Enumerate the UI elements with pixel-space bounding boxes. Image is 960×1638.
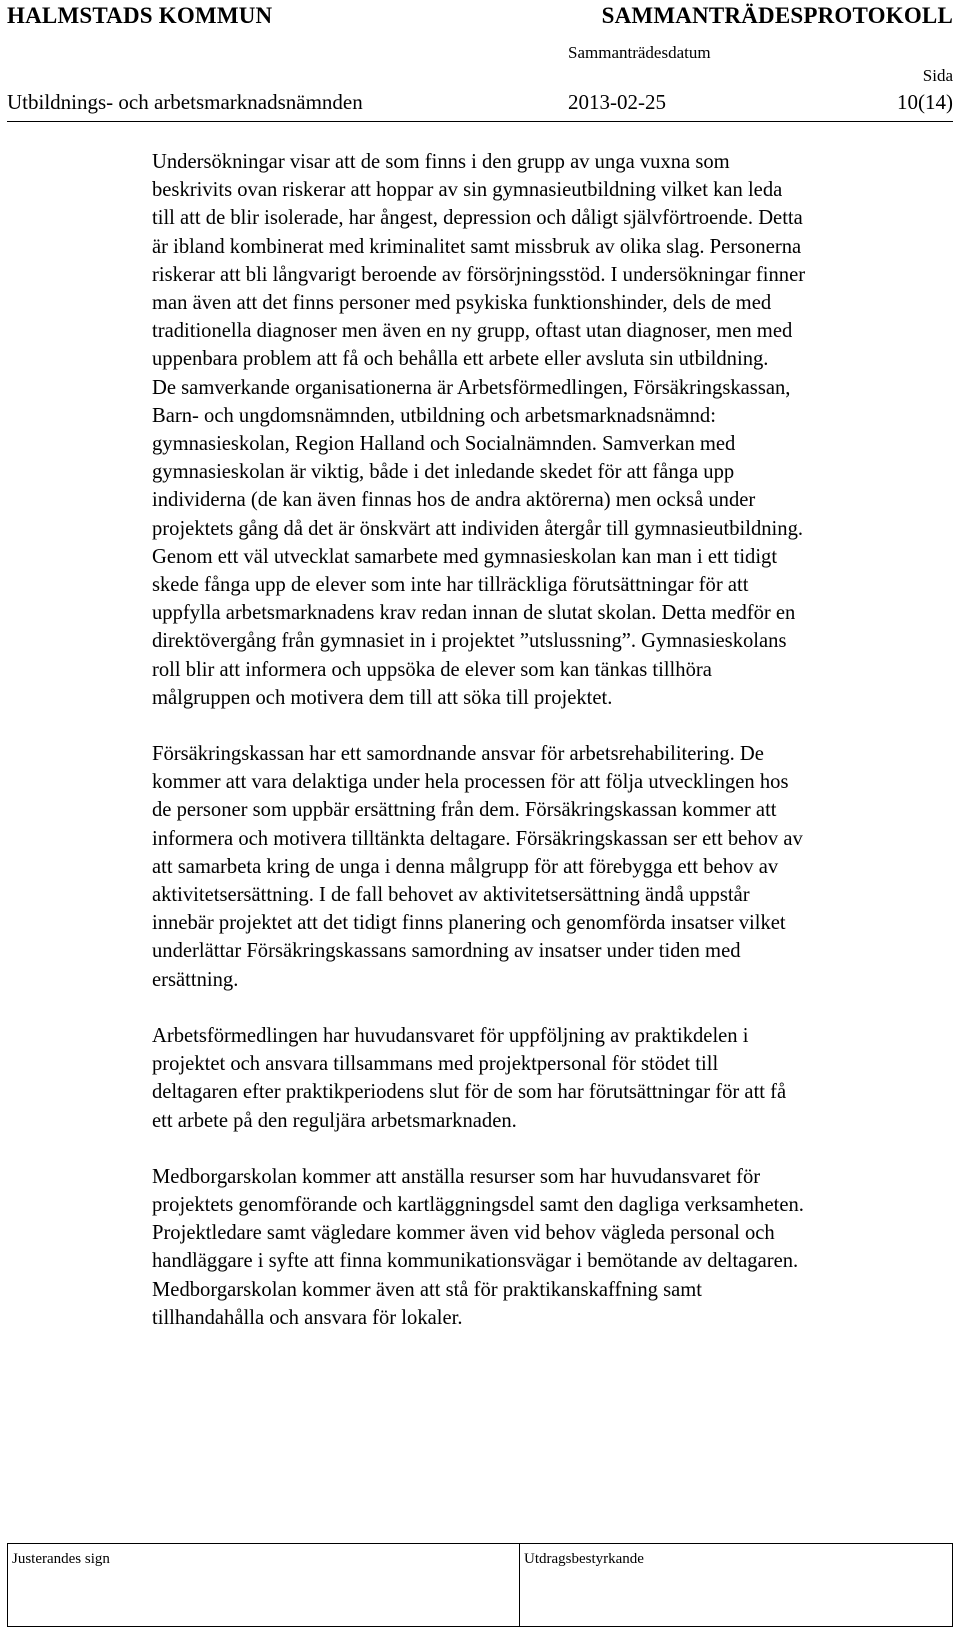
page-label: Sida <box>922 66 953 85</box>
text-line: Försäkringskassan har ett samordnande ansvar för arbetsrehabilitering. De <box>152 743 764 766</box>
text-line: ett arbete på den reguljära arbetsmarknaden. <box>152 1109 517 1132</box>
page-number: 10(14) <box>897 90 953 114</box>
paragraph-3 <box>152 1022 952 1135</box>
text-line: kommer att vara delaktiga under hela processen för att följa utvecklingen hos <box>152 771 789 794</box>
extract-certification-box <box>520 1543 953 1627</box>
text-line: Medborgarskolan kommer att anställa resurser som har huvudansvaret för <box>152 1165 761 1188</box>
text-line: Undersökningar visar att de som finns i den grupp av unga vuxna som <box>152 151 730 173</box>
meeting-date-label: Sammanträdesdatum <box>568 43 711 62</box>
text-line: underlättar Försäkringskassans samordning av insatser under tiden med <box>152 940 741 963</box>
text-line: Genom ett väl utvecklat samarbete med gymnasieskolan kan man i ett tidigt <box>152 545 778 568</box>
text-line: Projektledare samt vägledare kommer även vid behov vägleda personal och <box>152 1222 775 1245</box>
text-line: målgruppen och motivera dem till att söka till projektet. <box>152 686 613 709</box>
paragraph-1 <box>152 148 952 712</box>
text-line: deltagaren efter praktikperiodens slut för de som har förutsättningar för att få <box>152 1081 787 1104</box>
text-line: gymnasieskolan, Region Halland och Socialnämnden. Samverkan med <box>152 433 736 456</box>
text-line: Arbetsförmedlingen har huvudansvaret för uppföljning av praktikdelen i <box>152 1024 749 1047</box>
text-line: beskrivits ovan riskerar att hoppar av sin gymnasieutbildning vilket kan leda <box>152 179 783 202</box>
text-line: gymnasieskolan är viktig, både i det inledande skedet för att fånga upp <box>152 461 735 484</box>
text-line: Medborgarskolan kommer även att stå för praktikanskaffning samt <box>152 1278 702 1301</box>
text-line: projektets genomförande och kartläggningsdel samt den dagliga verksamheten. <box>152 1193 804 1216</box>
text-line: aktivitetsersättning. I de fall behovet av aktivitetsersättning ändå uppstår <box>152 884 750 907</box>
text-line: man även att det finns personer med psykiska funktionshinder, dels de med <box>152 292 772 315</box>
text-line: uppenbara problem att få och behålla ett arbete eller avsluta sin utbildning. <box>152 348 769 371</box>
text-line: De samverkande organisationerna är Arbetsförmedlingen, Försäkringskassan, <box>152 376 791 399</box>
extract-certification-label: Utdragsbestyrkande <box>524 1551 644 1567</box>
text-line: projektet och ansvara tillsammans med projektpersonal för stödet till <box>152 1053 719 1076</box>
text-line: traditionella diagnoser men även en ny grupp, oftast utan diagnoser, men med <box>152 320 793 343</box>
text-line: riskerar att bli långvarigt beroende av försörjningsstöd. I undersökningar finner <box>152 263 806 286</box>
text-line: till att de blir isolerade, har ångest, depression och dåligt självförtroende. Detta <box>152 207 803 230</box>
committee-name: Utbildnings- och arbetsmarknadsnämnden <box>7 90 363 114</box>
document-body <box>152 148 952 1360</box>
text-line: att samarbeta kring de unga i denna målgrupp för att förebygga ett behov av <box>152 855 779 878</box>
text-line: innebär projektet att det tidigt finns planering och genomförda insatser vilket <box>152 912 786 935</box>
text-line: skede fånga upp de elever som inte har tillräckliga förutsättningar för att <box>152 574 749 597</box>
text-line: Barn- och ungdomsnämnden, utbildning och arbetsmarknadsnämnd: <box>152 404 716 427</box>
organization-name: HALMSTADS KOMMUN <box>7 3 273 28</box>
paragraph-4 <box>152 1163 952 1332</box>
paragraph-2 <box>152 740 952 994</box>
text-line: projektets gång då det är önskvärt att individen återgår till gymnasieutbildning. <box>152 517 804 540</box>
text-line: tillhandahålla och ansvara för lokaler. <box>152 1306 463 1329</box>
text-line: är ibland kombinerat med kriminalitet samt missbruk av olika slag. Personerna <box>152 235 802 258</box>
adjuster-signature-label: Justerandes sign <box>12 1551 110 1567</box>
text-line: roll blir att informera och uppsöka de elever som kan tänkas tillhöra <box>152 658 712 681</box>
text-line: uppfylla arbetsmarknadens krav redan innan de slutat skolan. Detta medför en <box>152 602 796 625</box>
text-line: individerna (de kan även finnas hos de andra aktörerna) men också under <box>152 489 756 512</box>
document-type: SAMMANTRÄDESPROTOKOLL <box>601 3 953 28</box>
text-line: handläggare i syfte att finna kommunikationsvägar i bemötande av deltagaren. <box>152 1250 799 1273</box>
text-line: ersättning. <box>152 968 239 991</box>
text-line: de personer som uppbär ersättning från dem. Försäkringskassan kommer att <box>152 799 777 822</box>
text-line: informera och motivera tilltänkta deltagare. Försäkringskassan ser ett behov av <box>152 827 803 850</box>
meeting-date: 2013-02-25 <box>568 90 666 114</box>
text-line: direktövergång från gymnasiet in i projektet ”utslussning”. Gymnasieskolans <box>152 630 787 653</box>
adjuster-signature-box <box>7 1543 520 1627</box>
header-divider <box>7 121 953 122</box>
